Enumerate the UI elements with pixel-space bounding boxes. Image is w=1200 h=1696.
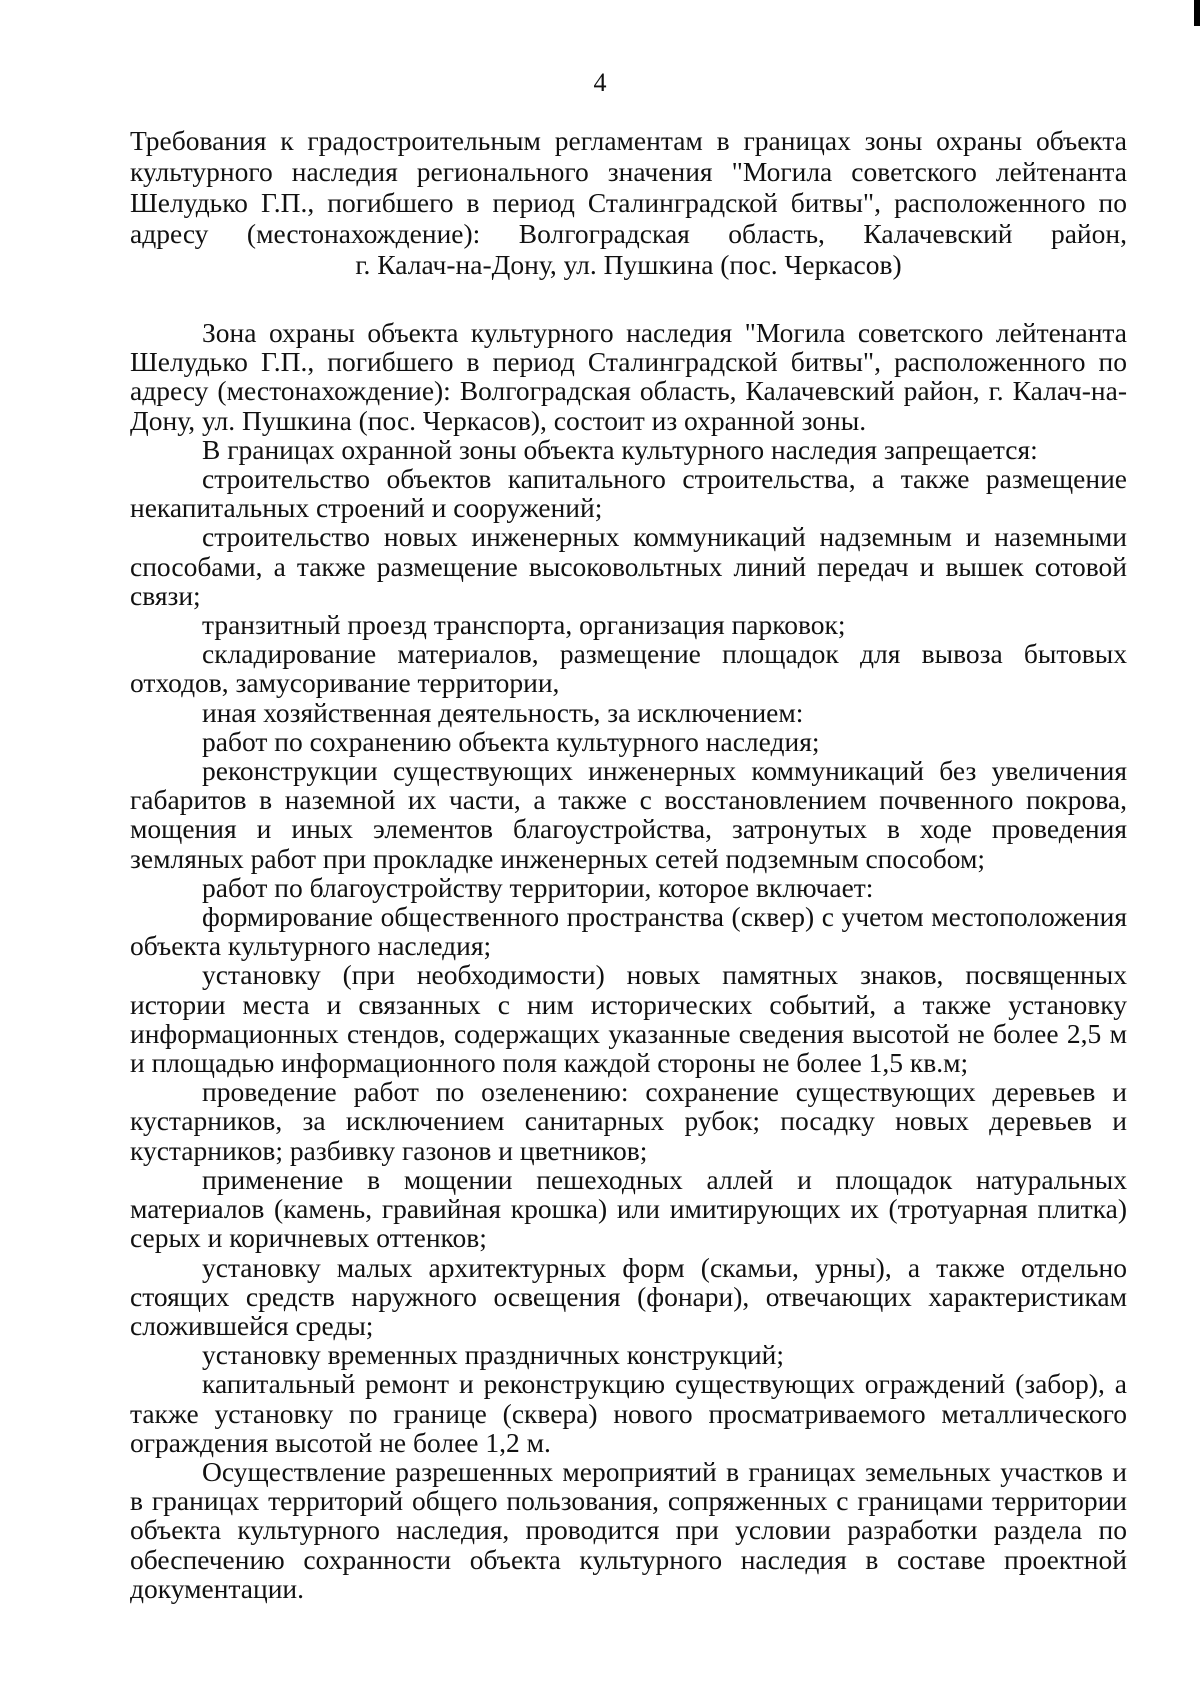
heading-line-2: культурного наследия регионального значения "Могила советского лейтенанта (130, 156, 1127, 187)
paragraph-prohibited-intro: В границах охранной зоны объекта культурного наследия запрещается: (202, 433, 1038, 465)
list-item: установку (при необходимости) новых памятных знаков, посвященных истории места и связанных с ним исторических событий, а также установку информационных стендов, содержащих указанные сведения высотой не более 2,5 м и площадью информационного поля каждой стороны не более 1,5 кв.м; (130, 959, 1127, 1079)
list-item: работ по сохранению объекта культурного наследия; (202, 725, 820, 757)
list-item: установку малых архитектурных форм (скамьи, урны), а также отдельно стоящих средств наружного освещения (фонари), отвечающих характеристикам сложившейся среды; (130, 1251, 1127, 1341)
list-item: иная хозяйственная деятельность, за исключением: (202, 696, 804, 728)
heading-line-3: Шелудько Г.П., погибшего в период Сталинградской битвы", расположенного по (130, 187, 1127, 218)
paragraph-conditions: Осуществление разрешенных мероприятий в границах земельных участков и в границах территорий общего пользования, сопряженных с границами территории объекта культурного наследия, проводится при условии разработки раздела по обеспечению сохранности объекта культурного наследия в составе проектной документации. (130, 1455, 1127, 1604)
list-item: капитальный ремонт и реконструкцию существующих ограждений (забор), а также установку по границе (сквера) нового просматриваемого металлического ограждения высотой не более 1,2 м. (130, 1368, 1127, 1458)
list-item: транзитный проезд транспорта, организация парковок; (202, 609, 846, 641)
list-item: применение в мощении пешеходных аллей и площадок натуральных материалов (камень, гравийная крошка) или имитирующих их (тротуарная плитка) серых и коричневых оттенков; (130, 1163, 1127, 1254)
list-item: формирование общественного пространства (сквер) с учетом местоположения объекта культурного наследия; (130, 901, 1127, 962)
page-number: 4 (593, 68, 607, 97)
heading-line-1: Требования к градостроительным регламентам в границах зоны охраны объекта (130, 125, 1127, 156)
list-item: строительство объектов капитального строительства, а также размещение некапитальных строений и сооружений; (130, 463, 1127, 524)
list-item: установку временных праздничных конструкций; (202, 1339, 785, 1371)
paragraph-zone-description: Зона охраны объекта культурного наследия "Могила советского лейтенанта Шелудько Г.П., погибшего в период Сталинградской битвы", расположенного по адресу (местонахождение): Волгоградская область, Калачевский район, г. Калач-на-Дону, ул. Пушкина (пос. Черкасов), состоит из охранной зоны. (130, 317, 1127, 436)
heading-line-5: г. Калач-на-Дону, ул. Пушкина (пос. Черкасов) (355, 249, 902, 280)
list-item: работ по благоустройству территории, которое включает: (202, 871, 874, 903)
list-item: складирование материалов, размещение площадок для вывоза бытовых отходов, замусоривание территории, (130, 638, 1127, 699)
list-item: реконструкции существующих инженерных коммуникаций без увеличения габаритов в наземной их части, а также с восстановлением почвенного покрова, мощения и иных элементов благоустройства, затронутых в ходе проведения земляных работ при прокладке инженерных сетей подземным способом; (130, 755, 1127, 874)
document-body (130, 318, 1127, 1603)
heading-line-4: адресу (местонахождение): Волгоградская область, Калачевский район, (130, 218, 1127, 249)
scan-edge-mark (1194, 0, 1200, 26)
list-item: проведение работ по озеленению: сохранение существующих деревьев и кустарников, за исключением санитарных рубок; посадку новых деревьев и кустарников; разбивку газонов и цветников; (130, 1076, 1127, 1166)
list-item: строительство новых инженерных коммуникаций надземным и наземными способами, а также размещение высоковольтных линий передач и вышек сотовой связи; (130, 521, 1127, 611)
document-heading (130, 125, 1127, 280)
